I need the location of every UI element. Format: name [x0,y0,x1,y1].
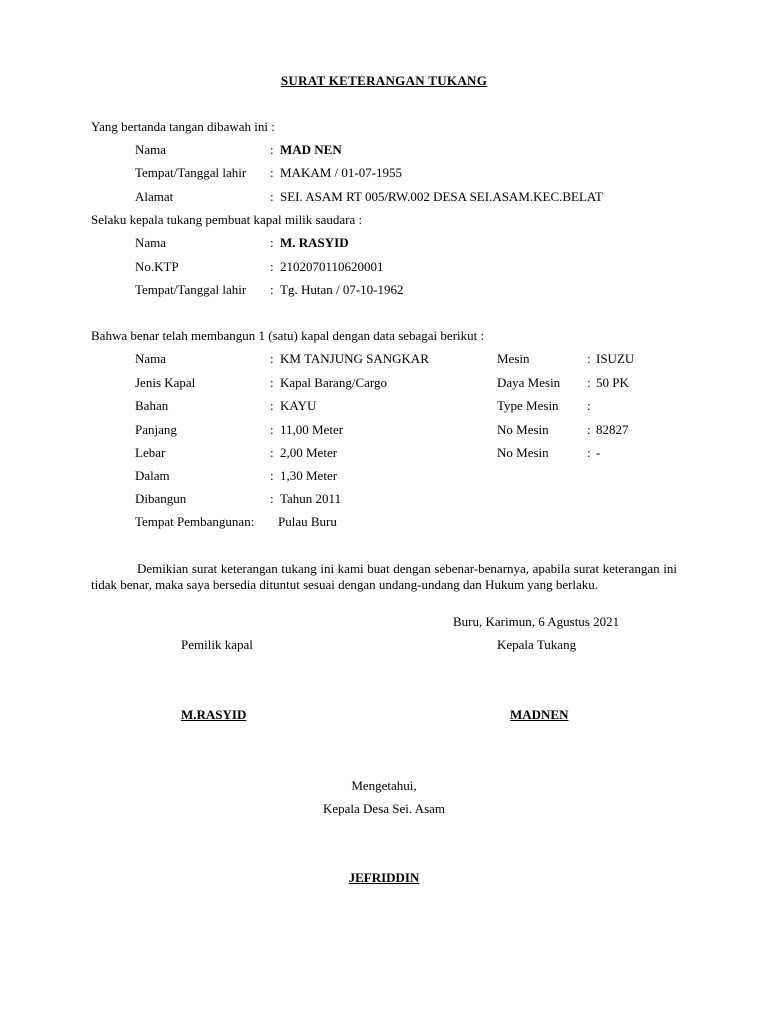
ship-depth-label: Dalam [135,468,170,483]
ship-intro-text: Bahwa benar telah membangun 1 (satu) kapal dengan data sebagai berikut : [91,328,485,343]
village-head-role: Kepala Desa Sei. Asam [322,801,446,816]
acknowledged-text: Mengetahui, [351,778,417,793]
owner-birth-label: Tempat/Tanggal lahir [135,282,247,297]
colon: : [587,422,591,437]
document-title: SURAT KETERANGAN TUKANG [280,73,488,88]
owner-ktp-value: 2102070110620001 [280,259,384,274]
engine-label: Mesin [497,351,530,366]
builder-signature-name: MADNEN [510,707,569,722]
colon: : [270,351,274,366]
colon: : [270,259,274,274]
engine-number-label: No Mesin [497,422,549,437]
ship-type-value: Kapal Barang/Cargo [280,375,387,390]
ship-place-value: Pulau Buru [278,514,337,529]
colon: : [270,468,274,483]
ship-length-value: 11,00 Meter [280,422,344,437]
colon: : [270,422,274,437]
engine-number-2-label: No Mesin [497,445,549,460]
ship-name-label: Nama [135,351,167,366]
owner-intro-text: Selaku kepala tukang pembuat kapal milik saudara : [91,212,363,227]
colon: : [270,491,274,506]
engine-power-value: 50 PK [596,375,629,390]
ship-place-label: Tempat Pembangunan: [135,514,255,529]
builder-role: Kepala Tukang [497,637,577,652]
ship-depth-value: 1,30 Meter [280,468,338,483]
ship-built-label: Dibangun [135,491,187,506]
colon: : [587,445,591,460]
village-head-signature-name: JEFRIDDIN [348,870,420,885]
engine-value: ISUZU [596,351,635,366]
signer-name-label: Nama [135,142,167,157]
colon: : [270,375,274,390]
owner-ktp-label: No.KTP [135,259,179,274]
owner-birth-value: Tg. Hutan / 07-10-1962 [280,282,404,297]
intro-text: Yang bertanda tangan dibawah ini : [91,119,275,134]
colon: : [270,398,274,413]
owner-name-label: Nama [135,235,167,250]
ship-width-label: Lebar [135,445,166,460]
ship-built-value: Tahun 2011 [280,491,342,506]
ship-name-value: KM TANJUNG SANGKAR [280,351,429,366]
signer-address-label: Alamat [135,189,174,204]
engine-power-label: Daya Mesin [497,375,561,390]
ship-place-label-text: Tempat Pembangunan [135,514,251,529]
colon: : [270,235,274,250]
colon: : [270,282,274,297]
owner-role: Pemilik kapal [181,637,253,652]
ship-material-label: Bahan [135,398,169,413]
signer-address-value: SEI. ASAM RT 005/RW.002 DESA SEI.ASAM.KEC.BELAT [280,189,603,204]
place-date: Buru, Karimun, 6 Agustus 2021 [453,614,620,629]
engine-number-value: 82827 [596,422,629,437]
owner-name-value: M. RASYID [280,235,349,250]
colon: : [270,165,274,180]
ship-type-label: Jenis Kapal [135,375,196,390]
colon: : [270,142,274,157]
signer-name-value: MAD NEN [280,142,342,157]
colon: : [587,375,591,390]
signer-birth-label: Tempat/Tanggal lahir [135,165,247,180]
colon: : [270,445,274,460]
engine-number-2-value: - [596,445,601,460]
owner-signature-name: M.RASYID [181,707,247,722]
ship-material-value: KAYU [280,398,317,413]
colon: : [587,398,591,413]
signer-birth-value: MAKAM / 01-07-1955 [280,165,403,180]
closing-paragraph: Demikian surat keterangan tukang ini kami buat dengan sebenar-benarnya, apabila surat keterangan ini tidak benar, maka saya bersedia dituntut sesuai dengan undang-undang dan Hukum yang berlaku. [91,561,677,592]
engine-type-label: Type Mesin [497,398,559,413]
ship-width-value: 2,00 Meter [280,445,338,460]
ship-length-label: Panjang [135,422,177,437]
colon: : [270,189,274,204]
colon: : [587,351,591,366]
